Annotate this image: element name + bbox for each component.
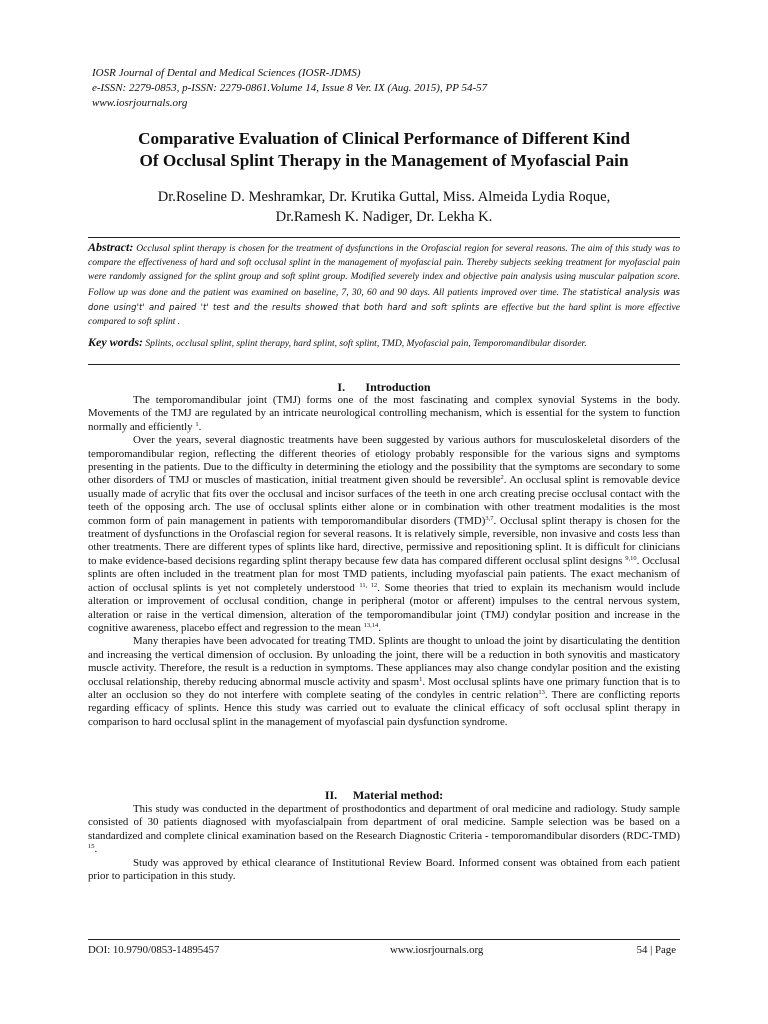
intro-paragraph-2: Over the years, several diagnostic treatments have been suggested by various authors for musculoskeletal disorders of the temporomandibular region, reflecting the different theories of etiology probably responsible for the various signs and symptoms presenting in the patients. Due to the difficulty in determining the etiology and the possibility that the symptoms are secondary to some other disorders of TMJ or muscles of mastication, initial treatment given should be reversible$^2$. An occlusal splint is removable device usually made of acrylic that fits over the occlusal and incisor surfaces of the teeth in one arch creating precise occlusal contact with the teeth of the opposing arch. The use of occlusal splints either alone or in combination with other treatment modalities is the most common form of pain management in patients with temporomandibular disorders (TMD)$^{3,7}$. Occlusal splint therapy is chosen for the treatment of dysfunctions in the Orofascial region for several reasons. It is relatively simple, reversible, non invasive and costs less than other treatments. There are different types of splints like hard, directive, permissive and repositioning splint. It is difficult for clinicians to make evidence-based decisions regarding splint therapy because few data has compared different occlusal splint designs $^{9,10}$. Occlusal splints are often included in the treatment plan for most TMD patients, including myofascial pain patients. The exact mechanism of action of occlusal splints is yet not completely understood $^{11, 12}$. Some theories that tried to explain its mechanism would include alteration or improvement of occlusal condition, change in peripheral (motor or afferent) impulses to the central nervous system, alteration or raise in the vertical dimension, alteration of the temporomandibular joint (TMJ) condylar position and increase in the cognitive awareness, placebo effect and regression to the mean $^{13,14}$. [88, 434, 681, 634]
journal-url[interactable]: www.iosrjournals.org [92, 97, 188, 109]
authors-line-2: Dr.Ramesh K. Nadiger, Dr. Lekha K. [275, 208, 493, 225]
citation: 3,7 [485, 514, 494, 522]
paper-title [80, 128, 688, 171]
citation: 1 [419, 675, 423, 683]
journal-header [92, 66, 692, 111]
keywords-text: Splints, occlusal splint, splint therapy, hard splint, soft splint, TMD, Myofascial pain, Temporomandibular disorder. [145, 338, 587, 349]
section-title: Material method: [352, 788, 444, 802]
citation: 1 [195, 420, 199, 428]
section-title: Introduction [365, 380, 431, 394]
keywords-label: Key words: [88, 335, 143, 349]
abstract [88, 240, 680, 329]
section-number: I. [337, 380, 346, 394]
abstract-text-1: Occlusal splint therapy is chosen for the treatment of dysfunctions in the Orofascial region for several reasons. The aim of this study was to compare the effectiveness of hard and soft occlusal splint in the management of myofascial pain. Thereby subjects seeking treatment for myofascial pain were randomly assigned for the splint group and soft splint group. Modified severely index and objective pain analysis using muscular palpation score. Follow up was done and the patient was examined on baseline, 7, 30, 60 and 90 days. All patients improved over time. The [88, 243, 681, 298]
section-number: II. [324, 788, 338, 802]
method-paragraph-1: This study was conducted in the department of prosthodontics and department of oral medicine and radiology. Study sample consisted of 30 patients diagnosed with myofascialpain from department of oral medicine. Sample selection was be based on a standardized and complete clinical examination based on the Research Diagnostic Criteria - temporomandibular disorders (RDC-TMD) $^{15}$. [88, 803, 680, 856]
citation: 15 [88, 843, 95, 851]
section-heading-material-method [88, 788, 680, 803]
footer-rule [88, 939, 680, 940]
footer-doi[interactable]: DOI: 10.9790/0853-14895457 [88, 944, 220, 956]
footer-page-number: 54 | Page [636, 944, 676, 956]
keywords [88, 336, 680, 351]
journal-issn: e-ISSN: 2279-0853, p-ISSN: 2279-0861.Volume 14, Issue 8 Ver. IX (Aug. 2015), PP 54-57 [92, 82, 488, 94]
abstract-text-3: effective but the hard splint is more effective compared to soft splint . [88, 301, 680, 328]
page-footer [88, 944, 680, 958]
footer-site[interactable]: www.iosrjournals.org [390, 944, 484, 956]
material-method-body [88, 803, 680, 883]
citation: 13 [538, 688, 545, 696]
method-paragraph-2: Study was approved by ethical clearance of Institutional Review Board. Informed consent was obtained from each patient prior to participation in this study. [88, 856, 680, 883]
title-line-1: Comparative Evaluation of Clinical Performance of Different Kind [138, 129, 630, 148]
citation: 9,10 [625, 554, 637, 562]
abstract-bottom-rule [88, 364, 680, 365]
introduction-body [88, 394, 680, 729]
section-heading-introduction [88, 380, 680, 395]
journal-name: IOSR Journal of Dental and Medical Sciences (IOSR-JDMS) [92, 67, 361, 79]
author-list [80, 188, 688, 227]
title-line-2: Of Occlusal Splint Therapy in the Management of Myofascial Pain [139, 150, 629, 170]
intro-paragraph-1: The temporomandibular joint (TMJ) forms one of the most fascinating and complex synovial Systems in the body. Movements of the TMJ are regulated by an intricate neurological controlling mechanism, which is essential for the system to function normally and efficiently $^1$. [88, 394, 680, 433]
intro-paragraph-3: Many therapies have been advocated for treating TMD. Splints are thought to unload the joint by disarticulating the dentition and increasing the vertical dimension of occlusion. By unloading the joint, there will be a reduction in both synovitis and masticatory muscle activity. Therefore, the result is a reduction in symptoms. These appliances may also change condylar position and the existing occlusal relationship, thereby reducing abnormal muscle activity and spasm$^1$. Most occlusal splints have one primary function that is to alter an occlusion so they do not interfere with complete seating of the condyles in centric relation$^{13}$. There are conflicting reports regarding efficacy of splints. Hence this study was carried out to evaluate the clinical efficacy of soft occlusal splint therapy in comparison to hard occlusal splint in the management of myofascial pain dysfunction syndrome. [88, 635, 681, 728]
citation: 13,14 [363, 621, 379, 629]
abstract-text-2: statistical analysis was done using't' and paired 't' test and the results showed that both hard and soft splints are [88, 286, 681, 312]
citation: 2 [500, 474, 504, 482]
abstract-label: Abstract: [88, 240, 134, 254]
abstract-top-rule [88, 237, 680, 238]
authors-line-1: Dr.Roseline D. Meshramkar, Dr. Krutika Guttal, Miss. Almeida Lydia Roque, [157, 189, 611, 205]
citation: 11, 12 [359, 581, 378, 589]
